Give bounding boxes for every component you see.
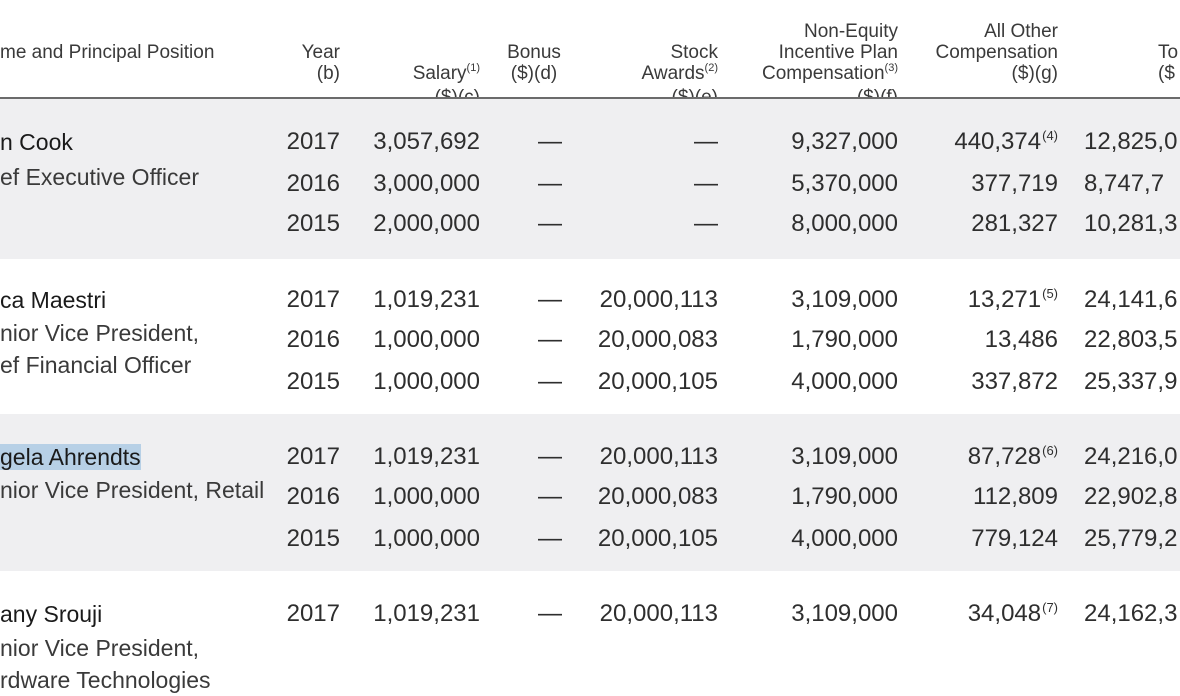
cell-total <box>1084 128 1180 156</box>
header-total: To ($ <box>1158 42 1179 84</box>
cell-other-value: 112,809 <box>973 483 1058 510</box>
cell-year <box>270 210 340 238</box>
cell-total <box>1084 326 1180 354</box>
cell-nonequity <box>740 326 898 354</box>
cell-stock <box>570 600 718 628</box>
cell-nonequity <box>740 483 898 511</box>
cell-stock <box>570 525 718 553</box>
cell-total <box>1084 210 1180 238</box>
cell-nonequity <box>740 210 898 238</box>
cell-other-value: 377,719 <box>971 170 1058 197</box>
cell-nonequity <box>740 170 898 198</box>
cell-stock <box>570 286 718 314</box>
cell-year <box>270 443 340 471</box>
footnote-marker: (6) <box>1042 443 1058 458</box>
cell-other <box>910 483 1058 511</box>
cell-salary <box>350 600 480 628</box>
cell-nonequity <box>740 443 898 471</box>
cell-total <box>1084 525 1180 553</box>
cell-bonus-value: — <box>538 368 562 395</box>
cell-stock-value: 20,000,113 <box>599 286 718 313</box>
cell-year-value: 2017 <box>286 600 340 627</box>
cell-total <box>1084 600 1180 628</box>
cell-stock <box>570 368 718 396</box>
cell-salary <box>350 443 480 471</box>
cell-nonequity <box>740 128 898 156</box>
cell-bonus-value: — <box>538 525 562 552</box>
cell-salary <box>350 170 480 198</box>
cell-salary-value: 1,000,000 <box>373 368 480 395</box>
cell-stock <box>570 210 718 238</box>
cell-salary-value: 1,000,000 <box>373 525 480 552</box>
cell-nonequity-value: 5,370,000 <box>791 170 898 197</box>
cell-stock <box>570 170 718 198</box>
cell-stock-value: — <box>694 170 718 197</box>
cell-year-value: 2016 <box>286 170 340 197</box>
cell-nonequity-value: 4,000,000 <box>791 525 898 552</box>
officer-name-text: any Srouji <box>0 601 103 627</box>
header-name-position: me and Principal Position <box>0 42 215 63</box>
officer-name-text: ca Maestri <box>0 287 107 313</box>
cell-nonequity-value: 3,109,000 <box>791 600 898 627</box>
cell-salary <box>350 483 480 511</box>
cell-other-value: 281,327 <box>971 210 1058 237</box>
cell-other <box>910 170 1058 198</box>
cell-stock-value: 20,000,083 <box>597 326 718 353</box>
cell-year <box>270 326 340 354</box>
cell-salary-value: 1,000,000 <box>373 483 480 510</box>
officer-name <box>0 128 73 156</box>
header-other: All Other Compensation ($)(g) <box>935 21 1058 84</box>
cell-stock-value: 20,000,113 <box>599 600 718 627</box>
cell-nonequity <box>740 368 898 396</box>
cell-bonus-value: — <box>538 326 562 353</box>
cell-salary <box>350 368 480 396</box>
cell-year-value: 2015 <box>286 368 340 395</box>
cell-stock-value: 20,000,105 <box>597 368 718 395</box>
cell-nonequity-value: 4,000,000 <box>791 368 898 395</box>
cell-total-value: 24,141,6 <box>1084 286 1178 313</box>
cell-other <box>910 368 1058 396</box>
cell-total <box>1084 368 1180 396</box>
cell-total-value: 8,747,7 <box>1084 170 1165 197</box>
officer-name-text: gela Ahrendts <box>0 444 141 470</box>
cell-nonequity-value: 1,790,000 <box>791 326 898 353</box>
cell-bonus-value: — <box>538 600 562 627</box>
header-salary-footnote: (1) <box>466 62 480 74</box>
cell-stock-value: 20,000,083 <box>597 483 718 510</box>
cell-other-value: 13,271 <box>967 286 1042 313</box>
header-nonequity-footnote: (3) <box>884 62 898 74</box>
cell-total-value: 25,337,9 <box>1084 368 1178 395</box>
cell-stock <box>570 128 718 156</box>
cell-nonequity <box>740 286 898 314</box>
cell-salary-value: 3,057,692 <box>373 128 480 155</box>
cell-year <box>270 286 340 314</box>
header-stock <box>600 21 718 108</box>
cell-nonequity-value: 3,109,000 <box>791 443 898 470</box>
cell-salary-value: 2,000,000 <box>373 210 480 237</box>
officer-title: ef Executive Officer <box>0 164 199 190</box>
cell-other <box>910 443 1058 474</box>
cell-year-value: 2017 <box>286 443 340 470</box>
cell-other <box>910 525 1058 553</box>
cell-salary-value: 1,019,231 <box>373 286 480 313</box>
cell-salary-value: 1,019,231 <box>373 443 480 470</box>
footnote-marker: (4) <box>1042 128 1058 143</box>
cell-year-value: 2017 <box>286 286 340 313</box>
cell-year-value: 2015 <box>286 525 340 552</box>
footnote-marker: (5) <box>1042 286 1058 301</box>
officer-name-text: n Cook <box>0 129 73 155</box>
cell-year <box>270 483 340 511</box>
officer-title: nior Vice President, rdware Technologies <box>0 635 211 693</box>
cell-bonus-value: — <box>538 210 562 237</box>
header-stock-label: Stock Awards <box>641 42 718 84</box>
cell-other <box>910 600 1058 631</box>
cell-year-value: 2015 <box>286 210 340 237</box>
cell-stock <box>570 326 718 354</box>
header-nonequity <box>720 0 898 108</box>
cell-other-value: 440,374 <box>954 128 1042 155</box>
cell-nonequity <box>740 600 898 628</box>
cell-year <box>270 525 340 553</box>
cell-other-value: 34,048 <box>967 600 1042 627</box>
cell-stock <box>570 443 718 471</box>
cell-other-value: 779,124 <box>971 525 1058 552</box>
cell-year <box>270 170 340 198</box>
cell-other <box>910 326 1058 354</box>
cell-nonequity <box>740 525 898 553</box>
cell-salary <box>350 210 480 238</box>
cell-salary-value: 1,000,000 <box>373 326 480 353</box>
cell-total <box>1084 286 1180 314</box>
cell-salary <box>350 326 480 354</box>
cell-year-value: 2016 <box>286 483 340 510</box>
officer-name <box>0 600 102 628</box>
cell-nonequity-value: 1,790,000 <box>791 483 898 510</box>
officer-name <box>0 443 141 471</box>
cell-year <box>270 128 340 156</box>
header-nonequity-label: Non-Equity Incentive Plan Compensation <box>762 21 898 84</box>
cell-bonus-value: — <box>538 170 562 197</box>
cell-bonus-value: — <box>538 443 562 470</box>
header-year: Year (b) <box>301 42 340 84</box>
cell-stock-value: 20,000,113 <box>599 443 718 470</box>
cell-bonus-value: — <box>538 286 562 313</box>
cell-stock-value: — <box>694 128 718 155</box>
cell-year <box>270 368 340 396</box>
cell-total-value: 12,825,0 <box>1084 128 1178 155</box>
cell-year <box>270 600 340 628</box>
cell-salary-value: 3,000,000 <box>373 170 480 197</box>
cell-salary <box>350 128 480 156</box>
header-salary-label: Salary <box>412 63 467 84</box>
header-bonus: Bonus ($)(d) <box>507 42 561 84</box>
cell-total <box>1084 483 1180 511</box>
cell-bonus-value: — <box>538 483 562 510</box>
cell-salary <box>350 525 480 553</box>
officer-name <box>0 286 106 314</box>
footnote-marker: (7) <box>1042 600 1058 615</box>
officer-title: nior Vice President, Retail <box>0 477 265 503</box>
cell-nonequity-value: 9,327,000 <box>791 128 898 155</box>
cell-stock-value: — <box>694 210 718 237</box>
cell-total <box>1084 170 1180 198</box>
cell-other <box>910 286 1058 317</box>
cell-stock <box>570 483 718 511</box>
cell-year-value: 2017 <box>286 128 340 155</box>
cell-total-value: 25,779,2 <box>1084 525 1178 552</box>
cell-other-value: 13,486 <box>984 326 1058 353</box>
cell-total-value: 24,216,0 <box>1084 443 1178 470</box>
cell-total-value: 24,162,3 <box>1084 600 1178 627</box>
cell-other-value: 87,728 <box>967 443 1042 470</box>
cell-other <box>910 128 1058 159</box>
cell-total-value: 10,281,3 <box>1084 210 1178 237</box>
cell-salary <box>350 286 480 314</box>
cell-total-value: 22,902,8 <box>1084 483 1178 510</box>
cell-nonequity-value: 3,109,000 <box>791 286 898 313</box>
header-stock-footnote: (2) <box>704 62 718 74</box>
cell-stock-value: 20,000,105 <box>597 525 718 552</box>
cell-total-value: 22,803,5 <box>1084 326 1178 353</box>
cell-other <box>910 210 1058 238</box>
cell-other-value: 337,872 <box>971 368 1058 395</box>
cell-year-value: 2016 <box>286 326 340 353</box>
cell-salary-value: 1,019,231 <box>373 600 480 627</box>
cell-nonequity-value: 8,000,000 <box>791 210 898 237</box>
officer-title: nior Vice President, ef Financial Officer <box>0 320 200 378</box>
cell-bonus-value: — <box>538 128 562 155</box>
cell-total <box>1084 443 1180 471</box>
